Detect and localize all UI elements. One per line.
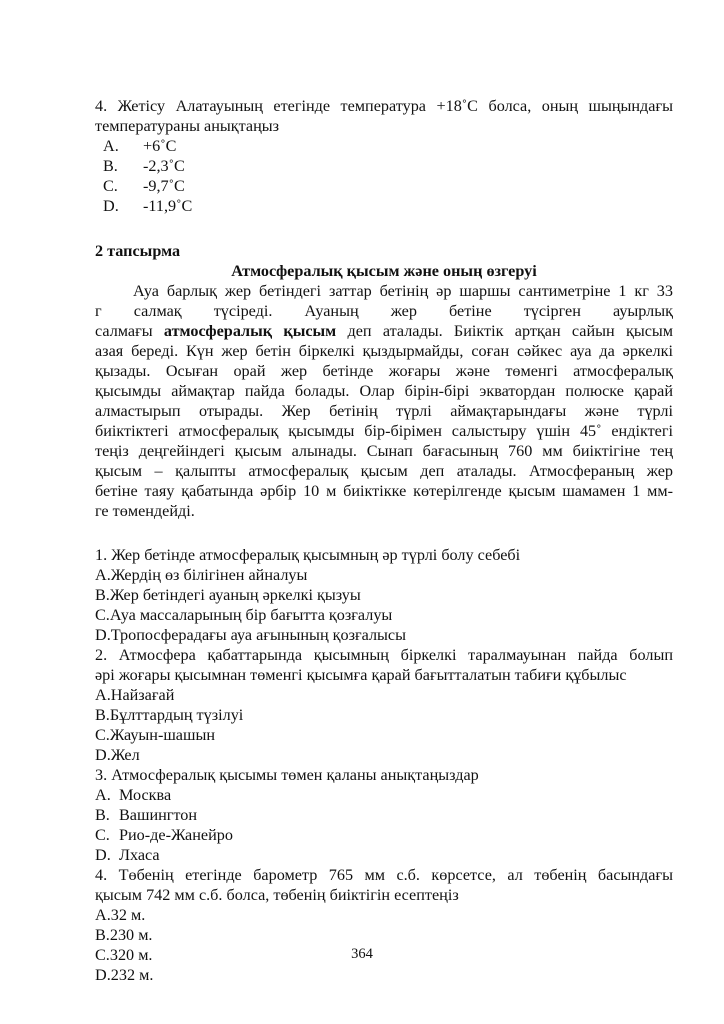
bold-term: атмосфералық қысым bbox=[163, 322, 337, 340]
answer-option bbox=[95, 585, 673, 605]
option-text: -2,3˚С bbox=[143, 157, 185, 175]
option-text: Найзағай bbox=[110, 686, 175, 704]
question-1 bbox=[95, 545, 673, 645]
paragraph-line: теңіз деңгейіндегі қысым алынады. Сынап бағасының 760 мм биіктігіне тең bbox=[95, 442, 673, 460]
answer-option bbox=[103, 156, 673, 176]
option-label: D. bbox=[95, 746, 111, 764]
question-text: 4. Жетісу Алатауының етегінде температура +18˚С болса, оның шыңындағы bbox=[95, 97, 673, 115]
answer-option bbox=[95, 625, 673, 645]
option-label: C. bbox=[95, 726, 110, 744]
answer-option bbox=[95, 825, 673, 845]
answer-option bbox=[95, 925, 673, 945]
question-text: әрі жоғары қысымнан төменгі қысымға қарай бағытталатын табиғи құбылыс bbox=[95, 666, 627, 684]
option-label: D. bbox=[95, 846, 111, 864]
option-text: Тропосферадағы ауа ағынының қозғалысы bbox=[110, 626, 406, 644]
option-label: A. bbox=[95, 906, 111, 924]
option-label: A. bbox=[95, 566, 111, 584]
document-page bbox=[95, 96, 673, 985]
option-text: 230 м. bbox=[109, 926, 153, 944]
option-text: Рио-де-Жанейро bbox=[119, 826, 233, 844]
option-label: A. bbox=[95, 786, 111, 804]
answer-option bbox=[95, 905, 673, 925]
option-text: Жауын-шашын bbox=[109, 726, 215, 744]
option-label: A. bbox=[103, 137, 119, 155]
question-text: 3. Атмосфералық қысымы төмен қаланы анықтаңыздар bbox=[95, 766, 479, 784]
paragraph-line: бетіне таяу қабатында әрбір 10 м биіктікке көтерілгенде қысым шамамен 1 мм- bbox=[95, 482, 673, 500]
answer-option bbox=[95, 845, 673, 865]
paragraph-line: салмағы атмосфералық қысым деп аталады. Биіктік артқан сайын қысым bbox=[95, 322, 674, 340]
paragraph-line: қысым – қалыпты атмосфералық қысым деп аталады. Атмосфераның жер bbox=[95, 462, 673, 480]
answer-option bbox=[95, 965, 673, 985]
paragraph-line: қысымды аймақтар пайда болады. Олар бірін-бірі экватордан полюске қарай bbox=[95, 382, 673, 400]
option-text: Жердің өз білігінен айналуы bbox=[110, 566, 308, 584]
answer-option bbox=[95, 605, 673, 625]
option-label: B. bbox=[95, 926, 110, 944]
option-text: Ауа массаларының бір бағытта қозғалуы bbox=[109, 606, 393, 624]
page-number: 364 bbox=[351, 946, 373, 962]
answer-options bbox=[95, 136, 673, 216]
option-text: Жер бетіндегі ауаның әркелкі қызуы bbox=[109, 586, 361, 604]
section-title: Атмосфералық қысым және оның өзгеруі bbox=[231, 262, 537, 280]
option-label: B. bbox=[95, 706, 110, 724]
question-text: 1. Жер бетінде атмосфералық қысымның әр түрлі болу себебі bbox=[95, 546, 521, 564]
option-label: A. bbox=[95, 686, 111, 704]
question-text: 2. Атмосфера қабаттарында қысымның біркелкі таралмауынан пайда болып bbox=[95, 646, 673, 664]
answer-option bbox=[103, 176, 673, 196]
paragraph-line: қызады. Осыған орай жер бетінде жоғары және төменгі атмосфералық bbox=[95, 362, 673, 380]
option-label: C. bbox=[95, 946, 110, 964]
option-text: 320 м. bbox=[109, 946, 153, 964]
answer-option bbox=[95, 805, 673, 825]
task-heading: 2 тапсырма bbox=[95, 242, 181, 260]
option-label: D. bbox=[103, 197, 119, 215]
question-prev-4 bbox=[95, 96, 673, 216]
answer-option bbox=[95, 685, 673, 705]
question-4 bbox=[95, 865, 673, 985]
option-text: Жел bbox=[110, 746, 140, 764]
option-label: D. bbox=[95, 966, 111, 984]
body-paragraph bbox=[95, 281, 673, 521]
answer-option bbox=[95, 565, 673, 585]
paragraph-line: Ауа барлық жер бетіндегі заттар бетінің әр шаршы сантиметріне 1 кг 33 bbox=[133, 282, 673, 300]
paragraph-line: биіктіктегі атмосфералық қысымды бір-бірімен салыстыру үшін 45˚ ендіктегі bbox=[95, 422, 673, 440]
question-2 bbox=[95, 645, 673, 765]
option-label: B. bbox=[95, 806, 110, 824]
option-text: Бұлттардың түзілуі bbox=[109, 706, 244, 724]
option-label: C. bbox=[95, 826, 110, 844]
option-label: C. bbox=[103, 177, 118, 195]
question-text: температураны анықтаңыз bbox=[95, 117, 280, 135]
option-text: Вашингтон bbox=[119, 806, 198, 824]
option-text: 232 м. bbox=[110, 966, 154, 984]
option-text: 32 м. bbox=[110, 906, 146, 924]
option-label: C. bbox=[95, 606, 110, 624]
option-text: -11,9˚С bbox=[143, 197, 193, 215]
option-text: -9,7˚С bbox=[143, 177, 185, 195]
option-label: B. bbox=[95, 586, 110, 604]
paragraph-line: ге төмендейді. bbox=[95, 502, 195, 520]
option-label: D. bbox=[95, 626, 111, 644]
option-text: Москва bbox=[119, 786, 172, 804]
paragraph-line: азая береді. Күн жер бетін біркелкі қыздырмайды, соған сәйкес ауа да әркелкі bbox=[95, 342, 673, 360]
answer-option bbox=[95, 705, 673, 725]
question-text: қысым 742 мм с.б. болса, төбенің биіктігін есептеңіз bbox=[95, 886, 459, 904]
paragraph-line: алмастырып отырады. Жер бетінің түрлі аймақтарындағы және түрлі bbox=[95, 402, 673, 420]
question-text: 4. Төбенің етегінде барометр 765 мм с.б. көрсетсе, ал төбенің басындағы bbox=[95, 866, 673, 884]
paragraph-line: г салмақ түсіреді. Ауаның жер бетіне түсірген ауырлық bbox=[95, 302, 673, 320]
option-label: B. bbox=[103, 157, 118, 175]
answer-option bbox=[95, 745, 673, 765]
option-text: +6˚С bbox=[143, 137, 177, 155]
answer-option bbox=[103, 196, 673, 216]
answer-option bbox=[103, 136, 673, 156]
question-3 bbox=[95, 765, 673, 865]
answer-option bbox=[95, 785, 673, 805]
option-text: Лхаса bbox=[119, 846, 160, 864]
answer-option bbox=[95, 725, 673, 745]
